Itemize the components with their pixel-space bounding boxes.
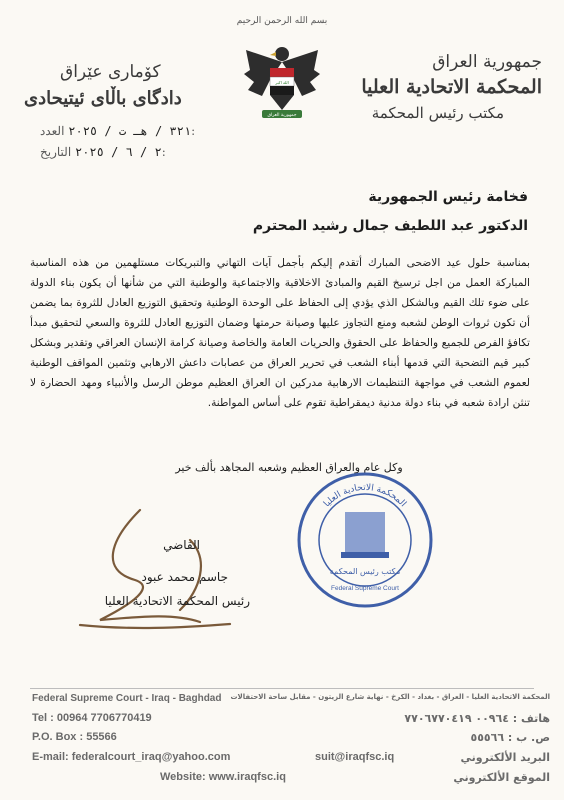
reference-number-value: ٣٢١ / هـ ت / ٢٠٢٥ (68, 124, 192, 138)
header-office-ar: مكتب رئيس المحكمة (371, 104, 504, 122)
footer-pobox-en: P.O. Box : 55566 (32, 731, 117, 743)
footer-email-secondary[interactable]: suit@iraqfsc.iq (315, 751, 395, 763)
letter-date-label: التاريخ: (40, 145, 166, 159)
signatory-name: جاسم محمد عبود (141, 570, 228, 584)
basmala: بسم الله الرحمن الرحيم (236, 16, 328, 26)
iraq-eagle-emblem-icon (240, 40, 324, 140)
seal-inner-text: مكتب رئيس المحكمة (329, 567, 401, 576)
letter-body (30, 253, 530, 413)
seal-outer-ar: المحكمة الاتحادية العليا (322, 482, 408, 510)
header-court-ku: دادگای باڵای ئیتیحادی (24, 88, 182, 109)
signatory-title: القاضي (163, 538, 200, 552)
letter-date-value: ٢ / ٦ / ٢٠٢٥ (74, 145, 162, 159)
footer-email-label-ar: البريد الألكتروني (460, 751, 550, 764)
footer-telephone-ar: هاتف : ٠٠٩٦٤ ٧٧٠٦٧٧٠٤١٩ (404, 712, 550, 725)
signature-block (40, 500, 260, 650)
letter-date (40, 145, 166, 159)
footer-address-ar: المحكمة الاتحادية العليا - العراق - بغداد - الكرخ - نهاية شارع الزيتون - مقابل ساحة الاحتفالات (230, 693, 550, 701)
svg-text:الله اكبر: الله اكبر (275, 80, 289, 85)
header-country-ar: جمهورية العراق (432, 52, 542, 72)
seal-outer-en: Federal Supreme Court (331, 585, 399, 592)
letter-paragraph: بمناسبة حلول عيد الاضحى المبارك أتقدم إليكم بأجمل آيات التهاني والتبريكات مستلهمين من هذه المناسبة المباركة العمل من اجل ترسيخ القيم والمبادئ الاخلاقية والاجتماعية والوطنية التي من شأنها أن يكون بناء الدولة على ضوء تلك القيم وبالشكل الذي يؤدي إلى الحفاظ على الوحدة الوطنية وتحقيق التوزيع العادل للثروة بما يضمن أن تكون ثروات الوطن لشعبه ومنع التجاوز عليها وصيانة حرمتها وضمان التوزيع العادل للثروة والسعي لتحقيق مبدأ تكافؤ الفرص للجميع والحفاظ على الحقوق والحريات العامة والخاصة وصيانة كرامة الإنسان العراقي وتقدير وبشكل كبير قيم التضحية التي قدمها أبناء الشعب في تحرير العراق من عصابات داعش الارهابي وتثمين المواقف الوطنية لعموم الشعب في مواجهة التنظيمات الارهابية مدركين ان العراق العظيم موطن الرسل والأنبياء ومهد الحضارة لا تنثن ارادة شعبه في بناء دولة مدنية ديمقراطية تقوم على أساس المواطنة. (30, 257, 530, 409)
footer-website-label-ar: الموقع الألكتروني (453, 771, 550, 784)
footer-website-en[interactable]: Website: www.iraqfsc.iq (160, 771, 286, 783)
letter-closing: وكل عام والعراق العظيم وشعبه المجاهد بألف خير (175, 461, 403, 474)
header-country-ku: كۆماری عێراق (60, 62, 161, 82)
footer-pobox-ar: ص. ب : ٥٥٥٦٦ (470, 731, 550, 744)
recipient-name: الدكتور عبد اللطيف جمال رشيد المحترم (252, 218, 528, 234)
reference-number-label: العدد: (40, 124, 196, 138)
salutation: فخامة رئيس الجمهورية (368, 189, 528, 205)
reference-number (40, 124, 195, 138)
court-seal-icon (295, 470, 435, 610)
footer-address-en: Federal Supreme Court - Iraq - Baghdad (32, 693, 222, 704)
emblem-caption: جمهورية العراق (267, 113, 297, 118)
footer-telephone-en: Tel : 00964 7706770419 (32, 712, 152, 724)
footer-divider (30, 688, 534, 689)
signatory-position: رئيس المحكمة الاتحادية العليا (104, 594, 250, 608)
footer-email-en[interactable]: E-mail: federalcourt_iraq@yahoo.com (32, 751, 231, 763)
header-court-ar: المحكمة الاتحادية العليا (361, 76, 542, 98)
